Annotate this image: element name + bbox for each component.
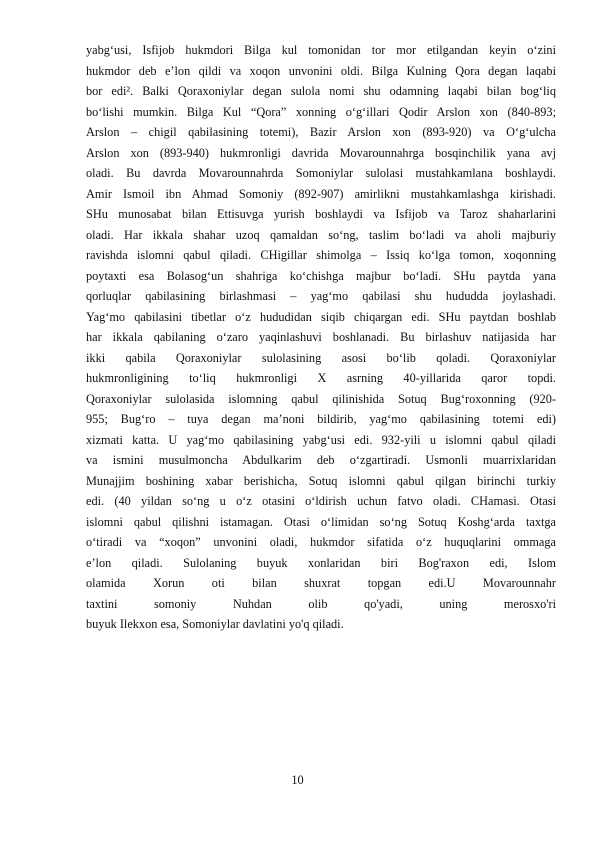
text-line: qorluqlar qabilasining birlashmasi – yag‘mo qabilasi shu hududda joylashadi. — [86, 289, 556, 303]
text-line: bo‘lishi mumkin. Bilga Kul “Qora” xonning o‘g‘illari Qodir Arslon xon (840-893; — [86, 104, 556, 119]
text-line: Yag‘mo qabilasini tibetlar o‘z hududidan siqib chiqargan edi. SHu paytdan boshlab — [86, 309, 556, 324]
text-line: hukmdor deb e’lon qildi va xoqon unvonini oldi. Bilga Kulning Qora degan laqabi — [86, 63, 556, 78]
text-line: Qoraxoniylar sulolasida islomning qabul qilinishida Sotuq Bug‘roxonning (920- — [86, 391, 556, 406]
text-line: poytaxti esa Bolasog‘un shahriga ko‘chishga majbur bo‘ladi. SHu paytda yana — [86, 268, 556, 283]
text-line: Arslon xon (893-940) hukmronligi davrida Movarounnahrga bosqinchilik yana avj — [86, 145, 556, 160]
text-line: har ikkala qabilaning o‘zaro yaqinlashuvi boshlanadi. Bu birlashuv natijasida har — [86, 330, 556, 344]
text-line: Arslon – chigil qabilasining totemi), Bazir Arslon xon (893-920) va O‘g‘ulcha — [86, 125, 556, 139]
text-line: oladi. Bu davrda Movarounnahrda Somoniylar sulolasi mustahkamlana boshlaydi. — [86, 166, 556, 180]
text-line: yabg‘usi, Isfijob hukmdori Bilga kul tomonidan tor mor etilgandan keyin o‘zini — [86, 43, 556, 57]
text-line: SHu munosabat bilan Ettisuvga yurish boshlaydi va Isfijob va Taroz shaharlarini — [86, 207, 556, 221]
text-line: bor edi². Balki Qoraxoniylar degan sulola nomi shu odamning laqabi bilan bog‘liq — [86, 84, 556, 98]
text-line: 955; Bug‘ro – tuya degan ma’noni bildirib, yag‘mo qabilasining totemi edi) — [86, 412, 556, 426]
text-line: xizmati katta. U yag‘mo qabilasining yabg‘usi edi. 932-yili u islomni qabul qiladi — [86, 432, 556, 447]
text-line: oladi. Har ikkala shahar uzoq qamaldan so‘ng, taslim bo‘ladi va aholi majburiy — [86, 227, 556, 242]
text-line: ravishda islomni qabul qiladi. CHigillar shimolga – Issiq ko‘lga tomon, xoqonning — [86, 248, 556, 262]
text-line: hukmronligining to‘liq hukmronligi X asrning 40-yillarida qaror topdi. — [86, 371, 556, 385]
text-line: taxtini somoniy Nuhdan olib qo'yadi, uning merosxo'ri — [86, 596, 556, 611]
text-line: e’lon qiladi. Sulolaning buyuk xonlaridan biri Bog'raxon edi, Islom — [86, 555, 556, 570]
text-line: Munajjim boshining xabar berishicha, Sotuq islomni qabul qilgan birinchi turkiy — [86, 473, 556, 488]
page-number: 10 — [291, 773, 304, 787]
text-line: va ismini musulmoncha Abdulkarim deb o‘zgartiradi. Usmonli muarrixlaridan — [86, 453, 556, 467]
text-line: buyuk Ilekxon esa, Somoniylar davlatini yo'q qiladi. — [86, 617, 344, 631]
body-text — [86, 40, 556, 635]
text-line: o‘tiradi va “xoqon” unvonini oladi, hukmdor sifatida o‘z huquqlarini ommaga — [86, 535, 556, 549]
text-line: Amir Ismoil ibn Ahmad Somoniy (892-907) amirlikni mustahkamlashga kirishadi. — [86, 186, 556, 201]
text-line: olamida Xorun oti bilan shuxrat topgan edi.U Movarounnahr — [86, 576, 556, 590]
text-line: ikki qabila Qoraxoniylar sulolasining asosi bo‘lib qoladi. Qoraxoniylar — [86, 350, 556, 365]
text-line: edi. (40 yildan so‘ng u o‘z otasini o‘ldirish uchun fatvo oladi. CHamasi. Otasi — [86, 494, 556, 508]
text-line: islomni qabul qilishni istamagan. Otasi o‘limidan so‘ng Sotuq Koshg‘arda taxtga — [86, 514, 556, 529]
